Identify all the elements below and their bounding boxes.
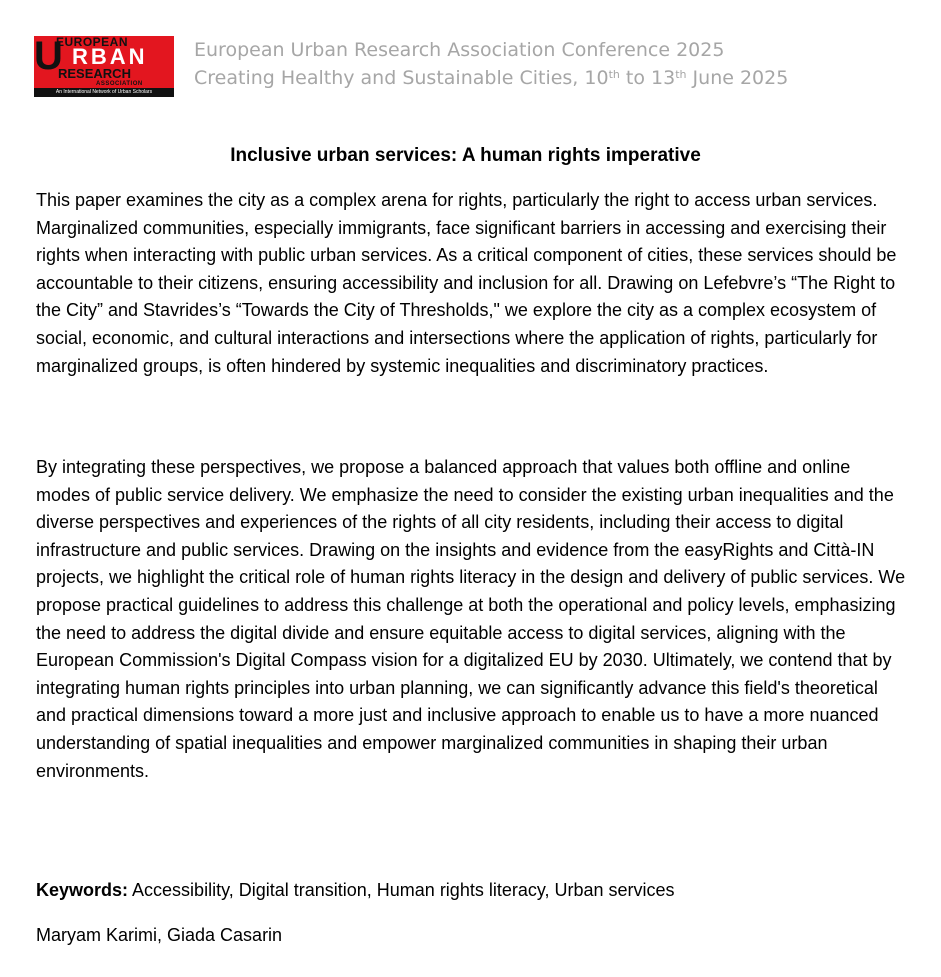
logo-research: RESEARCH bbox=[58, 66, 131, 81]
logo-european: EUROPEAN bbox=[56, 36, 129, 49]
conference-subtitle-part: June 2025 bbox=[686, 67, 789, 89]
abstract-paragraph-2: By integrating these perspectives, we propose a balanced approach that values both offline and online modes of public service delivery. We emphasize the need to consider the existing urban inequalities and the diverse perspectives and experiences of the rights of all city residents, including their access to digital infrastructure and public services. Drawing on the insights and evidence from the easyRights and Città-IN projects, we highlight the critical role of human rights literacy in the design and delivery of public services. We propose practical guidelines to address this challenge at both the operational and policy levels, emphasizing the need to address the digital divide and ensure equitable access to digital services, aligning with the European Commission's Digital Compass vision for a digitalized EU by 2030. Ultimately, we contend that by integrating human rights principles into urban planning, we can significantly advance this field's theoretical and practical dimensions toward a more just and inclusive approach to enable us to have a more nuanced understanding of spatial inequalities and empower marginalized communities in shaping their urban environments. bbox=[36, 457, 906, 781]
logo-tagline: An International Network of Urban Scholars bbox=[34, 88, 174, 97]
logo-letter-u: U bbox=[34, 36, 63, 78]
ordinal-suffix: th bbox=[675, 68, 687, 81]
conference-title: European Urban Research Association Conference 2025 bbox=[194, 39, 725, 61]
paper-title: Inclusive urban services: A human rights imperative bbox=[230, 145, 701, 166]
logo-urban: RBAN bbox=[72, 44, 148, 69]
abstract-paragraph-1: This paper examines the city as a complex arena for rights, particularly the right to access urban services. Marginalized communities, especially immigrants, face significant barriers in accessing and exercising their rights when interacting with public urban services. As a critical component of cities, these services should be accountable to their citizens, ensuring accessibility and inclusion for all. Drawing on Lefebvre’s “The Right to the City” and Stavrides’s “Towards the City of Thresholds," we explore the city as a complex ecosystem of social, economic, and cultural interactions and intersections where the application of rights, particularly for marginalized groups, is often hindered by systemic inequalities and discriminatory practices. bbox=[36, 190, 897, 376]
keywords-label: Keywords: bbox=[36, 880, 129, 900]
authors: Maryam Karimi, Giada Casarin bbox=[36, 925, 283, 945]
conference-header bbox=[194, 36, 788, 92]
conference-subtitle bbox=[194, 64, 788, 92]
eura-logo bbox=[34, 36, 174, 97]
logo-association: ASSOCIATION bbox=[96, 81, 143, 87]
ordinal-suffix: th bbox=[608, 68, 620, 81]
keywords bbox=[36, 877, 675, 903]
keywords-list: Accessibility, Digital transition, Human rights literacy, Urban services bbox=[128, 880, 675, 900]
conference-subtitle-part: Creating Healthy and Sustainable Cities, 10 bbox=[194, 67, 609, 89]
conference-subtitle-part: to 13 bbox=[619, 67, 676, 89]
